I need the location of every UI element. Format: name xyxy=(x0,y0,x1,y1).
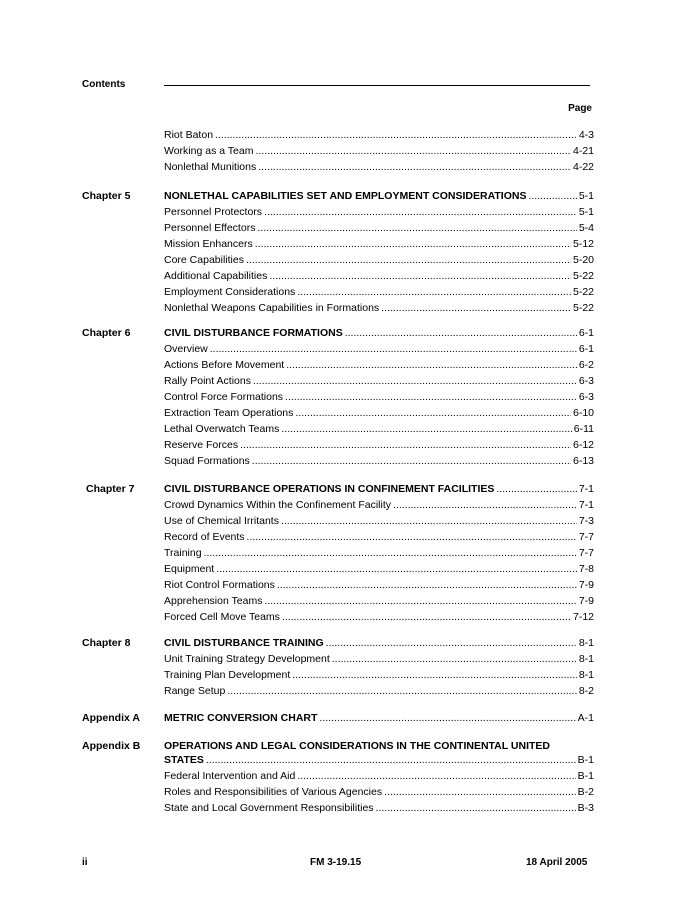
toc-entry[interactable]: Unit Training Strategy Development ..... 8-1 xyxy=(164,651,594,667)
toc-entry[interactable]: Personnel Protectors ..... 5-1 xyxy=(164,204,594,220)
chapter-label: Chapter 8 xyxy=(82,637,131,649)
toc-entry[interactable]: Employment Considerations ..... 5-22 xyxy=(164,284,594,300)
toc-entry[interactable]: Working as a Team ..... 4-21 xyxy=(164,143,594,159)
toc-entry[interactable]: Lethal Overwatch Teams ..... 6-11 xyxy=(164,421,594,437)
toc-chapter-heading[interactable]: CIVIL DISTURBANCE OPERATIONS IN CONFINEMENT FACILITIES ..... 7-1 xyxy=(164,481,594,497)
toc-entry[interactable]: Roles and Responsibilities of Various Agencies ..... B-2 xyxy=(164,784,594,800)
toc-entry[interactable]: State and Local Government Responsibilities ..... B-3 xyxy=(164,800,594,816)
toc-entry[interactable]: Training ..... 7-7 xyxy=(164,545,594,561)
toc-entry[interactable]: Training Plan Development ..... 8-1 xyxy=(164,667,594,683)
toc-entry[interactable]: Overview ..... 6-1 xyxy=(164,341,594,357)
toc-entry[interactable]: Nonlethal Munitions ..... 4-22 xyxy=(164,159,594,175)
toc-entry[interactable]: Riot Baton ..... 4-3 xyxy=(164,127,594,143)
toc-chapter-heading[interactable]: NONLETHAL CAPABILITIES SET AND EMPLOYMENT CONSIDERATIONS ..... 5-1 xyxy=(164,188,594,204)
toc-chapter-heading[interactable]: METRIC CONVERSION CHART ..... A-1 xyxy=(164,710,594,726)
toc-chapter-heading-line1[interactable]: OPERATIONS AND LEGAL CONSIDERATIONS IN THE CONTINENTAL UNITED xyxy=(164,740,550,752)
toc-entry[interactable]: Rally Point Actions ..... 6-3 xyxy=(164,373,594,389)
toc-entry[interactable]: Equipment ..... 7-8 xyxy=(164,561,594,577)
page-column-heading: Page xyxy=(568,103,592,114)
toc-entry[interactable]: Core Capabilities ..... 5-20 xyxy=(164,252,594,268)
appendix-label: Appendix A xyxy=(82,712,140,724)
footer-doc-id: FM 3-19.15 xyxy=(310,857,362,868)
toc-entry[interactable]: Extraction Team Operations ..... 6-10 xyxy=(164,405,594,421)
appendix-label: Appendix B xyxy=(82,740,141,752)
chapter-label: Chapter 7 xyxy=(86,483,135,495)
toc-entry[interactable]: Range Setup ..... 8-2 xyxy=(164,683,594,699)
toc-entry[interactable]: Record of Events ..... 7-7 xyxy=(164,529,594,545)
toc-entry[interactable]: Apprehension Teams ..... 7-9 xyxy=(164,593,594,609)
toc-chapter-heading[interactable]: STATES ..... B-1 xyxy=(164,752,594,768)
toc-entry[interactable]: Riot Control Formations ..... 7-9 xyxy=(164,577,594,593)
footer-page-number: ii xyxy=(82,857,88,868)
section-title: Contents xyxy=(82,79,126,90)
toc-chapter-heading[interactable]: CIVIL DISTURBANCE FORMATIONS ..... 6-1 xyxy=(164,325,594,341)
toc-chapter-heading[interactable]: CIVIL DISTURBANCE TRAINING ..... 8-1 xyxy=(164,635,594,651)
header-rule xyxy=(164,85,590,86)
toc-entry[interactable]: Reserve Forces ..... 6-12 xyxy=(164,437,594,453)
toc-entry[interactable]: Actions Before Movement ..... 6-2 xyxy=(164,357,594,373)
toc-entry[interactable]: Nonlethal Weapons Capabilities in Formations ..... 5-22 xyxy=(164,300,594,316)
toc-entry[interactable]: Forced Cell Move Teams ..... 7-12 xyxy=(164,609,594,625)
toc-entry[interactable]: Use of Chemical Irritants ..... 7-3 xyxy=(164,513,594,529)
toc-entry[interactable]: Squad Formations ..... 6-13 xyxy=(164,453,594,469)
toc-entry[interactable]: Mission Enhancers ..... 5-12 xyxy=(164,236,594,252)
toc-entry[interactable]: Personnel Effectors ..... 5-4 xyxy=(164,220,594,236)
chapter-label: Chapter 6 xyxy=(82,327,131,339)
toc-entry[interactable]: Additional Capabilities ..... 5-22 xyxy=(164,268,594,284)
chapter-label: Chapter 5 xyxy=(82,190,131,202)
toc-entry[interactable]: Crowd Dynamics Within the Confinement Facility ..... 7-1 xyxy=(164,497,594,513)
footer-date: 18 April 2005 xyxy=(526,857,588,868)
toc-entry[interactable]: Control Force Formations ..... 6-3 xyxy=(164,389,594,405)
toc-entry[interactable]: Federal Intervention and Aid ..... B-1 xyxy=(164,768,594,784)
